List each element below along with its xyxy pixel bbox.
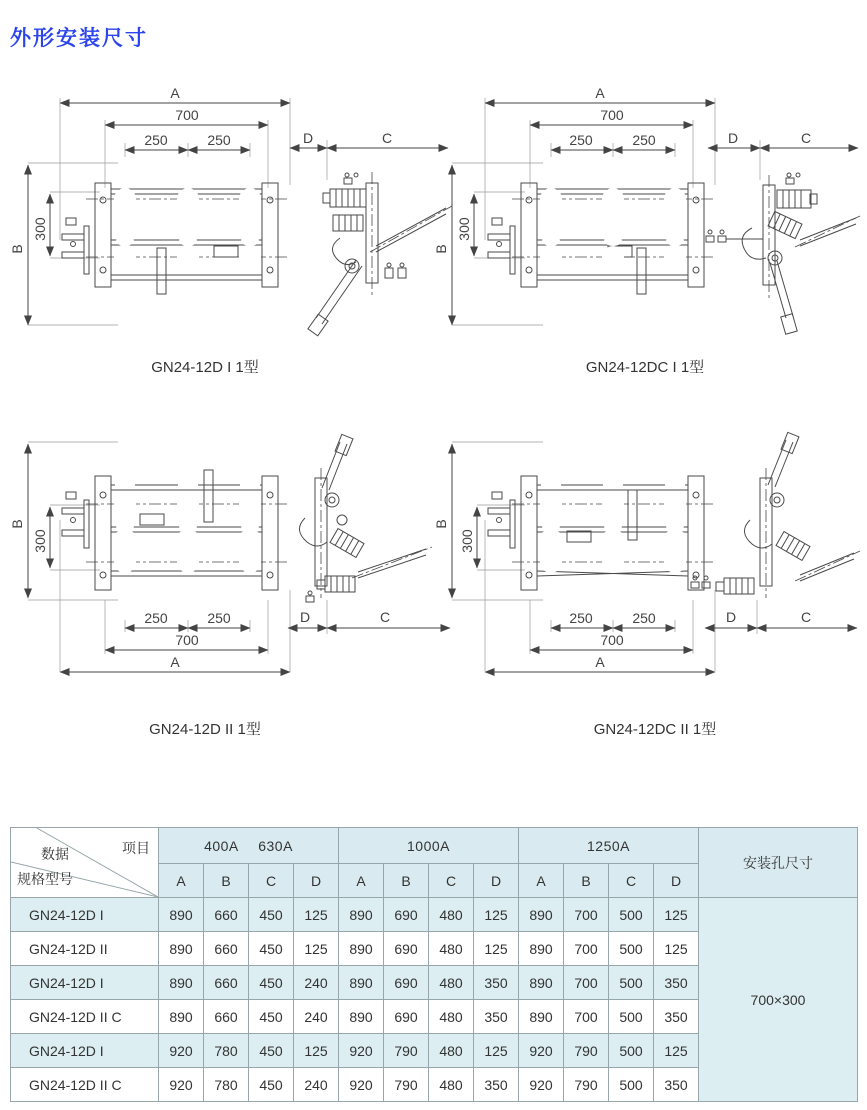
dim-label-A: A [170,85,180,101]
install-hole-size-cell: 700×300 [699,898,858,1102]
dim-value-cell: 480 [429,1068,474,1102]
diagram-3-side-view [288,434,450,634]
dim-value-cell: 125 [474,898,519,932]
dim-value-cell: 920 [339,1068,384,1102]
dim-value-cell: 690 [384,966,429,1000]
dim-value-cell: 500 [609,932,654,966]
subcol-header: A [339,864,384,898]
dim-value-cell: 920 [519,1068,564,1102]
dim-value-cell: 125 [294,1034,339,1068]
dim-label-700: 700 [175,632,199,648]
table-corner-cell [11,828,159,898]
dim-value-cell: 890 [159,966,204,1000]
dim-label-300: 300 [459,529,475,553]
dim-value-cell: 240 [294,966,339,1000]
dim-value-cell: 700 [564,966,609,1000]
dim-value-cell: 350 [474,966,519,1000]
diagram-3-front-view [28,442,290,672]
subcol-header: B [384,864,429,898]
corner-label-model: 规格型号 [17,871,73,887]
dim-label-B: B [9,244,25,254]
table-body [11,898,858,1102]
dim-value-cell: 890 [159,898,204,932]
dim-label-250: 250 [207,132,231,148]
dim-value-cell: 890 [159,932,204,966]
dim-label-300: 300 [456,217,472,241]
install-hole-header: 安装孔尺寸 [699,828,858,898]
dim-label-250: 250 [632,610,656,626]
dim-value-cell: 125 [654,898,699,932]
dim-label-B: B [433,519,449,529]
dim-value-cell: 790 [564,1068,609,1102]
dim-label-C: C [379,609,391,625]
diagram-4-side-view [691,432,860,634]
dim-label-A: A [595,654,605,670]
dim-label-700: 700 [600,107,624,123]
dim-value-cell: 660 [204,898,249,932]
diagram-1-side-view [290,140,452,336]
dim-value-cell: 660 [204,966,249,1000]
dim-value-cell: 480 [429,1000,474,1034]
subcol-header: A [159,864,204,898]
dim-label-D: D [725,609,737,625]
dim-value-cell: 890 [339,932,384,966]
dim-value-cell: 690 [384,932,429,966]
dim-label-B: B [433,244,449,254]
dim-value-cell: 890 [519,898,564,932]
dim-value-cell: 660 [204,1000,249,1034]
dim-value-cell: 350 [654,1000,699,1034]
page-title: 外形安装尺寸 [10,27,148,51]
group-label-1250A: 1250A [587,837,630,854]
dim-value-cell: 920 [159,1034,204,1068]
dim-value-cell: 450 [249,898,294,932]
dim-value-cell: 920 [519,1034,564,1068]
subcol-header: D [654,864,699,898]
dimension-table [10,827,858,1102]
dim-label-300: 300 [32,217,48,241]
subcol-header: D [474,864,519,898]
dim-label-250: 250 [144,132,168,148]
dim-value-cell: 240 [294,1068,339,1102]
group-label-400A: 400A [204,837,239,854]
dim-value-cell: 125 [654,932,699,966]
dim-value-cell: 450 [249,1068,294,1102]
subcol-header: C [429,864,474,898]
dim-value-cell: 350 [474,1000,519,1034]
dim-value-cell: 890 [159,1000,204,1034]
dim-value-cell: 500 [609,966,654,1000]
model-cell: GN24-12D II C [11,1000,159,1034]
dim-value-cell: 790 [384,1034,429,1068]
dim-value-cell: 890 [519,932,564,966]
dim-label-D: D [727,130,739,146]
group-label-1000A: 1000A [407,837,450,854]
dim-label-250: 250 [632,132,656,148]
column-group-1000 [339,828,519,864]
dim-value-cell: 480 [429,898,474,932]
dim-label-C: C [800,130,812,146]
dim-value-cell: 125 [294,898,339,932]
dim-value-cell: 450 [249,932,294,966]
dim-value-cell: 700 [564,1000,609,1034]
dim-value-cell: 125 [654,1034,699,1068]
dim-value-cell: 890 [339,898,384,932]
dim-label-250: 250 [207,610,231,626]
dim-label-700: 700 [600,632,624,648]
model-cell: GN24-12D II [11,932,159,966]
subcol-header: B [564,864,609,898]
subcol-header: D [294,864,339,898]
model-cell: GN24-12D II C [11,1068,159,1102]
table-row [11,898,858,932]
subcol-header: B [204,864,249,898]
dim-value-cell: 890 [519,966,564,1000]
dim-value-cell: 890 [519,1000,564,1034]
column-group-400-630 [159,828,339,864]
dim-label-250: 250 [569,610,593,626]
dim-value-cell: 500 [609,1000,654,1034]
dim-label-250: 250 [569,132,593,148]
dim-value-cell: 480 [429,932,474,966]
subcol-header: C [249,864,294,898]
dim-label-D: D [302,130,314,146]
dim-label-A: A [595,85,605,101]
dim-value-cell: 350 [474,1068,519,1102]
dim-value-cell: 780 [204,1034,249,1068]
dim-value-cell: 350 [654,1068,699,1102]
dim-label-250: 250 [144,610,168,626]
dim-value-cell: 790 [564,1034,609,1068]
diagram-1-caption: GN24-12D I 1型 [151,359,259,376]
dim-value-cell: 920 [339,1034,384,1068]
dim-value-cell: 450 [249,966,294,1000]
dim-value-cell: 125 [294,932,339,966]
dim-value-cell: 790 [384,1068,429,1102]
dim-label-700: 700 [175,107,199,123]
subcol-header: A [519,864,564,898]
diagram-2-caption: GN24-12DC I 1型 [585,359,705,376]
diagram-2-side-view [706,140,860,334]
dim-value-cell: 500 [609,898,654,932]
dim-value-cell: 500 [609,1034,654,1068]
dim-label-C: C [381,130,393,146]
dim-value-cell: 700 [564,932,609,966]
dim-value-cell: 125 [474,932,519,966]
dim-value-cell: 890 [339,1000,384,1034]
dim-value-cell: 480 [429,1034,474,1068]
model-cell: GN24-12D I [11,1034,159,1068]
dim-label-D: D [299,609,311,625]
corner-label-data: 数据 [41,846,69,862]
corner-label-item: 项目 [122,840,150,856]
dim-value-cell: 350 [654,966,699,1000]
dim-value-cell: 700 [564,898,609,932]
dim-value-cell: 450 [249,1000,294,1034]
diagram-4-front-view [452,442,715,672]
diagram-4-caption: GN24-12DC II 1型 [593,721,717,738]
group-label-630A: 630A [258,837,293,854]
model-cell: GN24-12D I [11,898,159,932]
dim-value-cell: 660 [204,932,249,966]
diagram-3-caption: GN24-12D II 1型 [149,721,261,738]
dim-value-cell: 240 [294,1000,339,1034]
model-cell: GN24-12D I [11,966,159,1000]
column-group-1250 [519,828,699,864]
dim-label-B: B [9,519,25,529]
dim-value-cell: 500 [609,1068,654,1102]
dim-value-cell: 920 [159,1068,204,1102]
dim-value-cell: 690 [384,1000,429,1034]
dim-label-A: A [170,654,180,670]
subcol-header: C [609,864,654,898]
dim-value-cell: 125 [474,1034,519,1068]
dim-value-cell: 690 [384,898,429,932]
dim-value-cell: 780 [204,1068,249,1102]
dim-value-cell: 450 [249,1034,294,1068]
dim-label-300: 300 [32,529,48,553]
dim-value-cell: 480 [429,966,474,1000]
dim-label-C: C [800,609,812,625]
dim-value-cell: 890 [339,966,384,1000]
